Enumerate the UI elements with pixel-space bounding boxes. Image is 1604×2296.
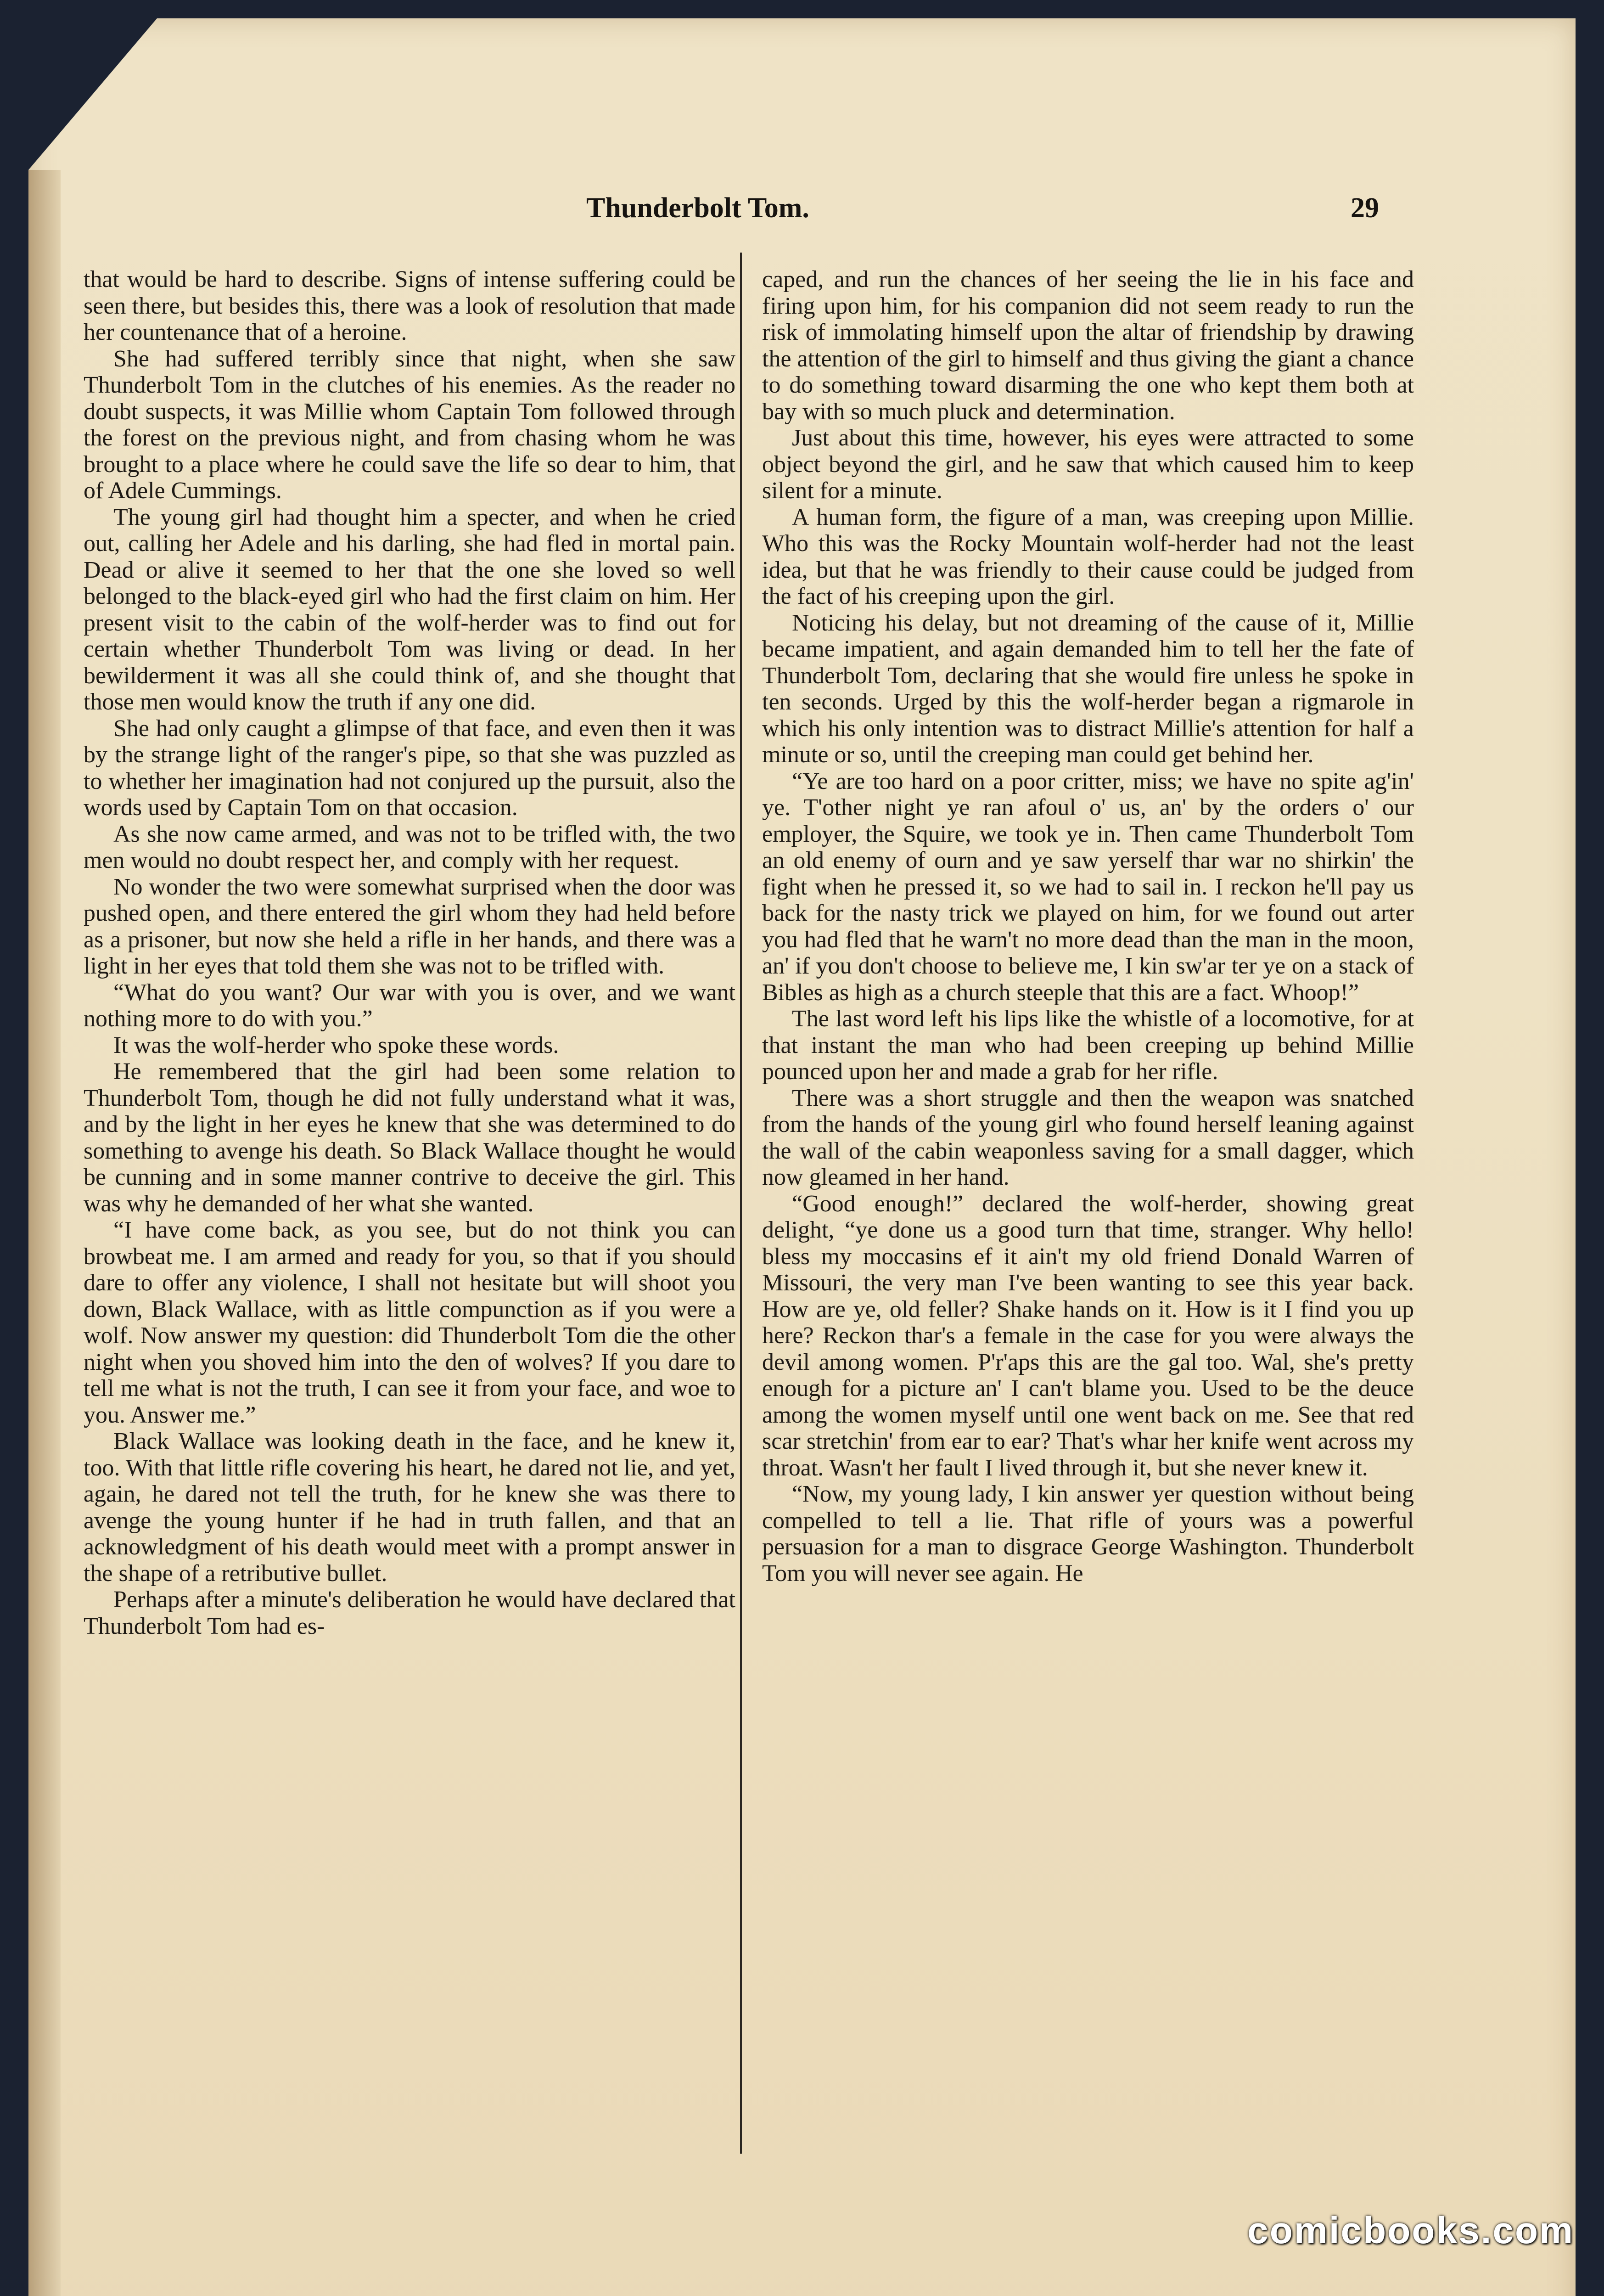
paragraph: As she now came armed, and was not to be trifled with, the two men would no doubt respect her, and comply with her request. (84, 821, 735, 873)
paragraph: He remembered that the girl had been some relation to Thunderbolt Tom, though he did not fully understand what it was, and by the light in her eyes he knew that she was determined to do something to avenge his death. So Black Wallace thought he would be cunning and in some manner contrive to deceive the girl. This was why he demanded of her what she wanted. (84, 1058, 735, 1217)
running-title: Thunderbolt Tom. (586, 192, 809, 224)
paragraph: She had only caught a glimpse of that face, and even then it was by the strange light of the ranger's pipe, so that she was puzzled as to whether her imagination had not conjured up the pursuit, also the words used by Captain Tom on that occasion. (84, 715, 735, 821)
paragraph: No wonder the two were somewhat surprised when the door was pushed open, and there entered the girl whom they had held before as a prisoner, but now she held a rifle in her hands, and there was a light in her eyes that told them she was not to be trifled with. (84, 873, 735, 979)
paragraph: “I have come back, as you see, but do not think you can browbeat me. I am armed and ready for you, so that if you should dare to offer any violence, I shall not hesitate but will shoot you down, Black Wallace, with as little compunction as if you were a wolf. Now answer my question: did Thunderbolt Tom die the other night when you shoved him into the den of wolves? If you dare to tell me what is not the truth, I can see it from your face, and woe to you. Answer me.” (84, 1217, 735, 1428)
paragraph: She had suffered terribly since that night, when she saw Thunderbolt Tom in the clutches of his enemies. As the reader no doubt suspects, it was Millie whom Captain Tom followed through the forest on the previous night, and from chasing whom he was brought to a place where he could save the life so dear to him, that of Adele Cummings. (84, 345, 735, 504)
site-watermark: comicbooks.com (1247, 2210, 1574, 2251)
paragraph: A human form, the figure of a man, was creeping upon Millie. Who this was the Rocky Mountain wolf-herder had not the least idea, but that he was friendly to their cause could be judged from the fact of his creeping upon the girl. (762, 504, 1414, 609)
paragraph: Perhaps after a minute's deliberation he would have declared that Thunderbolt Tom had es- (84, 1587, 735, 1639)
paragraph: The last word left his lips like the whistle of a locomotive, for at that instant the man who had been creeping up behind Millie pounced upon her and made a grab for her rifle. (762, 1006, 1414, 1085)
page-spine-shadow (28, 170, 61, 2296)
paragraph: “Ye are too hard on a poor critter, miss; we have no spite ag'in' ye. T'other night ye ran afoul o' us, an' by the orders o' our employer, the Squire, we took ye in. Then came Thunderbolt Tom an old enemy of ourn and ye saw yerself thar war no shirkin' the fight when he pressed it, so we had to sail in. I reckon he'll pay us back for the nasty trick we played on him, for we found out arter you had fled that he warn't no more dead than the man in the moon, an' if you don't choose to believe me, I kin sw'ar ter ye on a stack of Bibles as high as a church steeple that this are a fact. Whoop!” (762, 768, 1414, 1006)
paragraph: The young girl had thought him a specter, and when he cried out, calling her Adele and his darling, she had fled in mortal pain. Dead or alive it seemed to her that the one she loved so well belonged to the black-eyed girl who had the first claim on him. Her present visit to the cabin of the wolf-herder was to find out for certain whether Thunderbolt Tom was living or dead. In her bewilderment it was all she could think of, and she thought that those men would know the truth if any one did. (84, 504, 735, 715)
torn-corner (28, 18, 157, 170)
paragraph: that would be hard to describe. Signs of intense suffering could be seen there, but besides this, there was a look of resolution that made her countenance that of a heroine. (84, 266, 735, 345)
paragraph: “What do you want? Our war with you is over, and we want nothing more to do with you.” (84, 979, 735, 1032)
right-column (762, 266, 1414, 1587)
paragraph: Black Wallace was looking death in the face, and he knew it, too. With that little rifle covering his heart, he dared not lie, and yet, again, he dared not tell the truth, for he knew she was there to avenge the young hunter if he had in truth fallen, and that an acknowledgment of his death would meet with a prompt answer in the shape of a retributive bullet. (84, 1428, 735, 1587)
book-page (28, 18, 1576, 2296)
page-header (28, 192, 1576, 229)
paragraph: “Good enough!” declared the wolf-herder, showing great delight, “ye done us a good turn that time, stranger. Why hello! bless my moccasins ef it ain't my old friend Donald Warren of Missouri, the very man I've been wanting to see this year back. How are ye, old feller? Shake hands on it. How is it I find you up here? Reckon thar's a female in the case for you were always the devil among women. P'r'aps this are the gal too. Wal, she's pretty enough for a picture an' I can't blame you. Used to be the deuce among the women myself until one went back on me. See that red scar stretchin' from ear to ear? That's whar her knife went across my throat. Wasn't her fault I lived through it, but she never knew it. (762, 1190, 1414, 1481)
paragraph: It was the wolf-herder who spoke these words. (113, 1032, 559, 1058)
column-divider (740, 253, 742, 2154)
paragraph: Noticing his delay, but not dreaming of the cause of it, Millie became impatient, and again demanded him to tell her the fate of Thunderbolt Tom, declaring that she would fire unless he spoke in ten seconds. Urged by this the wolf-herder began a rigmarole in which his only intention was to distract Millie's attention for half a minute or so, until the creeping man could get behind her. (762, 609, 1414, 768)
paragraph: There was a short struggle and then the weapon was snatched from the hands of the young girl who found herself leaning against the wall of the cabin weaponless saving for a small dagger, which now gleamed in her hand. (762, 1085, 1414, 1190)
paragraph: Just about this time, however, his eyes were attracted to some object beyond the girl, and he saw that which caused him to keep silent for a minute. (762, 425, 1414, 504)
paragraph: caped, and run the chances of her seeing the lie in his face and firing upon him, for his companion did not seem ready to run the risk of immolating himself upon the altar of friendship by drawing the attention of the girl to himself and thus giving the giant a chance to do something toward disarming the one who kept them both at bay with so much pluck and determination. (762, 266, 1414, 425)
left-column (84, 266, 735, 1639)
paragraph: “Now, my young lady, I kin answer yer question without being compelled to tell a lie. That rifle of yours was a powerful persuasion for a man to disgrace George Washington. Thunderbolt Tom you will never see again. He (762, 1481, 1414, 1587)
page-number: 29 (1351, 192, 1379, 224)
